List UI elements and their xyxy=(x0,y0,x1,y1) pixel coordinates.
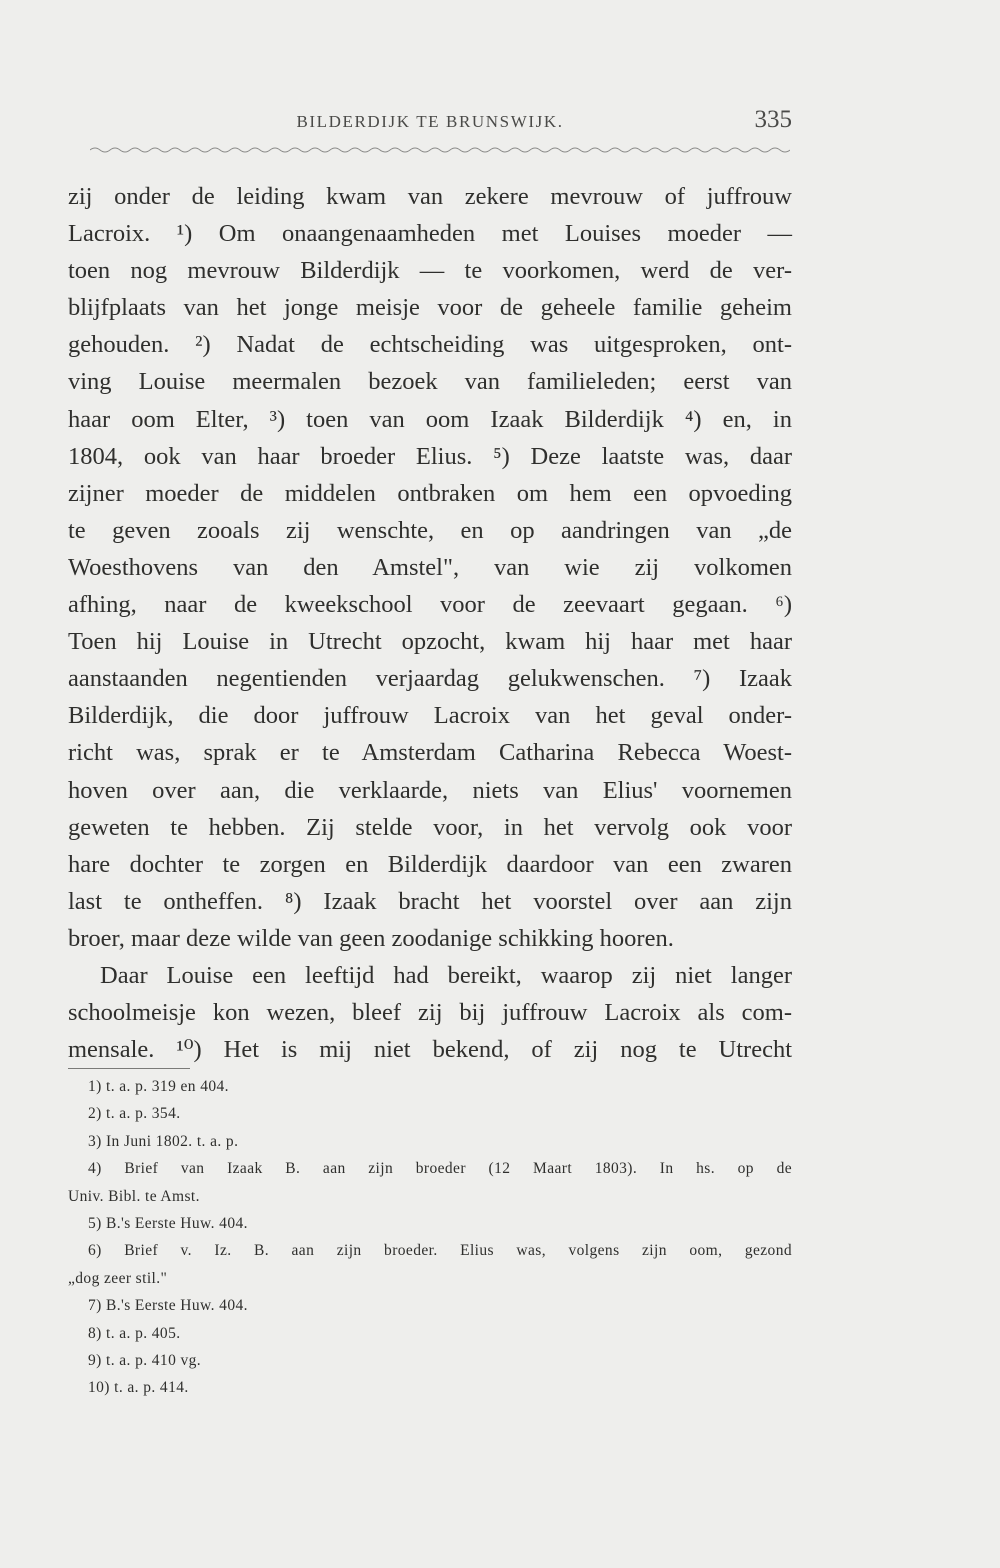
body-line: richt was, sprak er te Amsterdam Catharina Rebecca Woest- xyxy=(68,739,792,767)
body-line: haar oom Elter, ³) toen van oom Izaak Bilderdijk ⁴) en, in xyxy=(68,405,792,433)
body-line: ving Louise meermalen bezoek van familieleden; eerst van xyxy=(68,368,792,396)
footnote: 9) t. a. p. 410 vg. xyxy=(88,1351,202,1369)
body-line: geweten te hebben. Zij stelde voor, in het vervolg ook voor xyxy=(68,813,792,841)
footnote: 3) In Juni 1802. t. a. p. xyxy=(88,1132,239,1150)
footnote-continuation: Univ. Bibl. te Amst. xyxy=(68,1187,200,1205)
body-line: zij onder de leiding kwam van zekere mevrouw of juffrouw xyxy=(68,183,792,210)
body-line: blijfplaats van het jonge meisje voor de geheele familie geheim xyxy=(68,294,792,322)
footnote: 4) Brief van Izaak B. aan zijn broeder (12 Maart 1803). In hs. op de xyxy=(88,1160,792,1178)
body-line: Woesthovens van den Amstel", van wie zij volkomen xyxy=(68,553,792,581)
body-line: schoolmeisje kon wezen, bleef zij bij juffrouw Lacroix als com- xyxy=(68,999,792,1027)
page-header xyxy=(68,106,792,142)
body-line: afhing, naar de kweekschool voor de zeevaart gegaan. ⁶) xyxy=(68,591,792,619)
body-text xyxy=(68,178,792,1068)
body-line: toen nog mevrouw Bilderdijk — te voorkomen, werd de ver- xyxy=(68,257,792,285)
body-line: last te ontheffen. ⁸) Izaak bracht het voorstel over aan zijn xyxy=(68,887,792,915)
footnote: 1) t. a. p. 319 en 404. xyxy=(88,1078,229,1095)
body-line: Lacroix. ¹) Om onaangenaamheden met Louises moeder — xyxy=(68,220,792,248)
footnotes xyxy=(68,1073,792,1402)
wavy-header-rule xyxy=(90,146,790,154)
body-line: mensale. ¹⁰) Het is mij niet bekend, of zij nog te Utrecht xyxy=(68,1036,792,1064)
footnote: 8) t. a. p. 405. xyxy=(88,1324,181,1342)
footnote: 6) Brief v. Iz. B. aan zijn broeder. Elius was, volgens zijn oom, gezond xyxy=(88,1242,792,1260)
footnote-rule xyxy=(68,1068,190,1069)
footnote: 5) B.'s Eerste Huw. 404. xyxy=(88,1214,248,1232)
body-line: te geven zooals zij wenschte, en op aandringen van „de xyxy=(68,516,792,544)
body-line: Toen hij Louise in Utrecht opzocht, kwam hij haar met haar xyxy=(68,628,792,656)
footnote: 2) t. a. p. 354. xyxy=(88,1105,181,1123)
body-line: Bilderdijk, die door juffrouw Lacroix van het geval onder- xyxy=(68,702,792,730)
body-line: hoven over aan, die verklaarde, niets van Elius' voornemen xyxy=(68,776,792,804)
footnote: 10) t. a. p. 414. xyxy=(88,1379,189,1397)
footnote: 7) B.'s Eerste Huw. 404. xyxy=(88,1297,248,1315)
body-line: broer, maar deze wilde van geen zoodanige schikking hooren. xyxy=(68,924,674,952)
body-line: zijner moeder de middelen ontbraken om hem een opvoeding xyxy=(68,479,792,507)
body-line: Daar Louise een leeftijd had bereikt, waarop zij niet langer xyxy=(100,961,792,989)
body-line: aanstaanden negentienden verjaardag gelukwenschen. ⁷) Izaak xyxy=(68,665,792,693)
page-number: 335 xyxy=(754,106,792,133)
body-line: hare dochter te zorgen en Bilderdijk daardoor van een zwaren xyxy=(68,850,792,878)
body-line: 1804, ook van haar broeder Elius. ⁵) Deze laatste was, daar xyxy=(68,442,792,470)
body-line: gehouden. ²) Nadat de echtscheiding was uitgesproken, ont- xyxy=(68,331,792,359)
running-head: BILDERDIJK TE BRUNSWIJK. xyxy=(296,112,564,131)
footnote-continuation: „dog zeer stil." xyxy=(68,1269,168,1287)
